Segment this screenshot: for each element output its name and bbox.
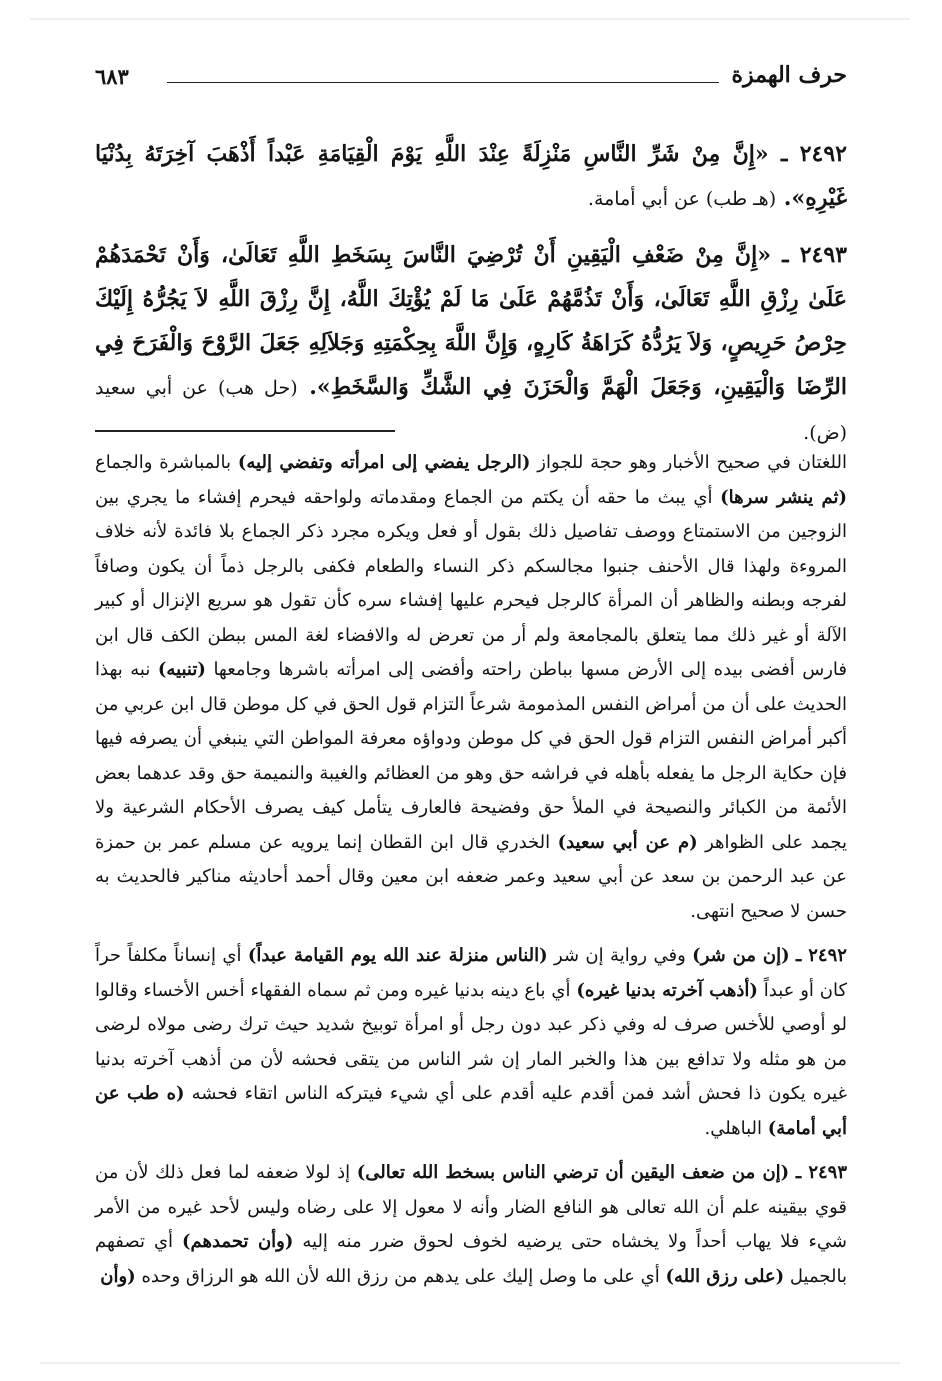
- commentary-text: الخدري قال ابن القطان إنما يرويه عن مسلم عمر بن حمزة عن عبد الرحمن بن سعد عن أبي سعيد وعمر ضعفه ابن معين وقال أحمد أحاديثه مناكير فالحديث به حسن لا صحيح انتهى.: [95, 831, 847, 922]
- hadith-number: ٢٤٩٣ ـ: [782, 242, 847, 268]
- quoted-phrase: (إن من ضعف اليقين أن ترضي الناس بسخط الله تعالى): [356, 1162, 790, 1183]
- commentary-text: اللغتان في صحيح الأخبار وهو حجة للجواز: [537, 452, 848, 473]
- hadith-source: (هـ طب) عن أبي أمامة.: [587, 188, 777, 210]
- hadith-body: «إِنَّ مِنْ شَرِّ النَّاسِ مَنْزِلَةً عِنْدَ اللَّهِ يَوْمَ الْقِيَامَةِ عَبْداً أَذْهَبَ آخِرَتَهُ بِدُنْيَا غَيْرِهِ».: [95, 141, 847, 211]
- hadith-number: ٢٤٩٢ ـ: [780, 141, 847, 167]
- commentary-text: أي تصفهم بالجميل: [95, 1231, 847, 1287]
- commentary-text: نبه بهذا الحديث على أن من أمراض النفس المذمومة شرعاً التزام قول الحق في كل موطن قال ابن عربي من أكبر أمراض النفس التزام قول الحق في كل موطن ودواؤه معرفة المواطن التي ينبغي أن يصرفه فيها فإن حكاية الرجل ما يفعله بأهله في فراشه حق وهو من العظائم والغيبة والنميمة حق وقد عدهما بعض الأئمة من الكبائر والنصيحة في الملأ حق وفضيحة فالعارف يتأمل كيف يصرف الأحكام الشرعية ولا يجمد على الظواهر: [95, 659, 848, 853]
- quoted-phrase: (إن من شر): [692, 945, 790, 966]
- commentary-text: أي باع دينه بدنيا غيره ومن ثم سماه الفقهاء أخس الأخساء وقالوا لو أوصي للأخس صرف له وفي ذكر عبد دون رجل أو امرأة توبيخ شديد حيث ترك رضى مولاه لرضى من هو مثله ولا تدافع بين هذا والخبر المار إن شر الناس من يتقى فحشه لأن من أذهب آخرته بدنيا غيره يكون ذا فحش أشد فمن أقدم عليه أقدم على أي شيء فيتركه الناس اتقاء فحشه: [95, 979, 847, 1104]
- quoted-phrase: (وأن: [100, 1265, 136, 1287]
- commentary-text: أي إنساناً مكلفاً حراً كان أو عبداً: [95, 945, 848, 1001]
- quoted-phrase: (ثم ينشر سرها): [720, 486, 847, 508]
- hadith-body: «إِنَّ مِنْ ضَعْفِ الْيَقِينِ أَنْ تُرْضِيَ النَّاسَ بِسَخَطِ اللَّهِ تَعَالَىٰ، وَأَنْ تَحْمَدَهُمْ عَلَىٰ رِزْقِ اللَّهِ تَعَالَىٰ، وَأَنْ تَذُمَّهُمْ عَلَىٰ مَا لَمْ يُؤْتِكَ اللَّهُ، إِنَّ رِزْقَ اللَّهِ لاَ يَجُرُّهُ إِلَيْكَ حِرْصُ حَرِيصٍ، وَلاَ يَرُدُّهُ كَرَاهَةُ كَارِهٍ، وَإِنَّ اللَّهَ بِحِكْمَتِهِ وَجَلاَلِهِ جَعَلَ الرَّوْحَ وَالْفَرَحَ فِي الرِّضَا وَالْيَقِينِ، وَجَعَلَ الْهَمَّ وَالْحَزَنَ فِي الشَّكِّ وَالسَّخَطِ».: [95, 242, 847, 400]
- hadith-2493: [95, 233, 847, 455]
- commentary-paragraph-1: [95, 446, 847, 929]
- source-citation: (ه طب عن أبي أمامة): [95, 1083, 847, 1139]
- commentary-text: الباهلي.: [704, 1117, 763, 1139]
- quoted-phrase: (تنبيه): [157, 659, 206, 680]
- commentary-number: ٢٤٩٢ ـ: [796, 945, 847, 966]
- footnote-divider: [95, 430, 395, 432]
- header-rule: [167, 82, 719, 83]
- commentary-text: أي على ما وصل إليك على يدهم من رزق الله لأن الله هو الرزاق وحده: [141, 1265, 660, 1287]
- page-number: ٦٨٣: [95, 64, 129, 89]
- chapter-title: حرف الهمزة: [731, 62, 847, 88]
- quoted-phrase: (وأن تحمدهم): [182, 1231, 294, 1252]
- commentary-number: ٢٤٩٣ ـ: [795, 1162, 847, 1183]
- page-header: [95, 56, 847, 100]
- commentary-text: أي يبث ما حقه أن يكتم من الجماع ومقدماته ولواحقه فيحرم إفشاء ما يجري بين الزوجين من الاستمتاع ووصف تفاصيل ذلك بقول أو فعل ويكره مجرد ذكر الجماع بلا فائدة لأنه خلاف المروءة ولهذا قال الأحنف جنبوا مجالسكم ذكر النساء والطعام فكفى بالرجل ذماً أن يكون وصافاً لفرجه وبطنه والظاهر أن المرأة كالرجل فيحرم عليها إفشاء سره كأن تقول هو سريع الإنزال أو كبير الآلة أو غير ذلك مما يتعلق بالمجامعة ولم أر من تعرض له والافضاء لغة المس ببطن الكف قال ابن فارس أفضى بيده إلى الأرض مسها بباطن راحته وأفضى إلى امرأته باشرها وجامعها: [95, 486, 848, 680]
- hadith-2492: [95, 132, 847, 221]
- quoted-phrase: (الرجل يفضي إلى امرأته وتفضي إليه): [237, 452, 531, 473]
- commentary-paragraph-2493: [95, 1156, 847, 1294]
- scan-noise-top: [30, 18, 910, 20]
- quoted-phrase: (أذهب آخرته بدنيا غيره): [576, 979, 758, 1001]
- hadith-text-section: [95, 132, 847, 467]
- scan-noise-bottom: [40, 1362, 900, 1364]
- hadith-source: (حل هب) عن أبي سعيد (ض).: [95, 377, 847, 444]
- commentary-text: إذ لولا ضعفه لما فعل ذلك لأن من قوي بيقينه علم أن الله تعالى هو النافع الضار وأنه لا معول إلا على رضاه وليس لأحد غيره من الأمر شيء فلا يهاب أحداً ولا يخشاه حتى يرضيه لخوف لحوق ضرر منه إليه: [95, 1162, 847, 1252]
- quoted-phrase: (الناس منزلة عند الله يوم القيامة عبداً): [247, 945, 548, 966]
- commentary-section: [95, 446, 847, 1304]
- commentary-text: وفي رواية إن شر: [554, 945, 686, 966]
- source-citation: (م عن أبي سعيد): [557, 831, 698, 853]
- quoted-phrase: (على رزق الله): [665, 1265, 785, 1287]
- commentary-text: بالمباشرة والجماع: [95, 452, 232, 473]
- commentary-paragraph-2492: [95, 939, 847, 1146]
